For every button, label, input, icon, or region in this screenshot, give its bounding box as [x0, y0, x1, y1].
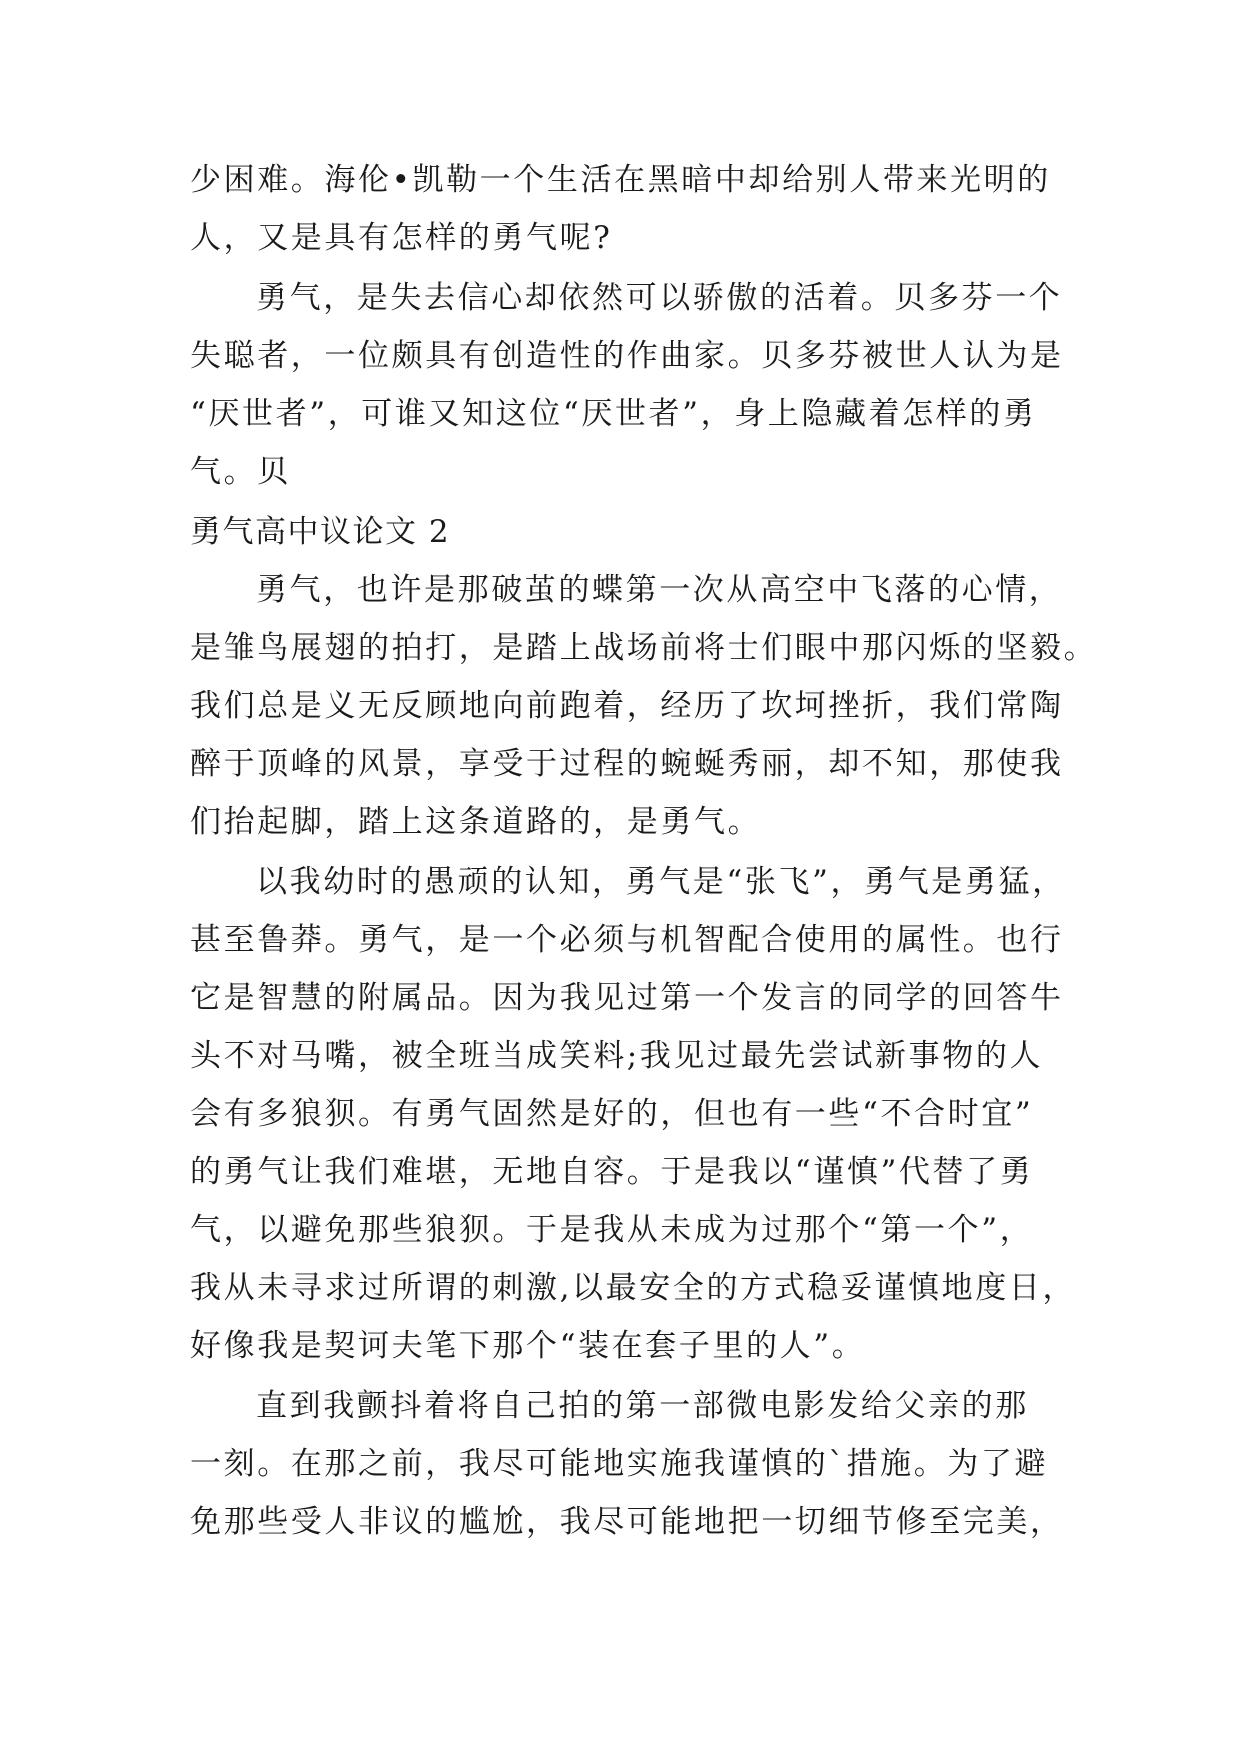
text-line: 会有多狼狈。有勇气固然是好的，但也有一些“不合时宜” [190, 1096, 1034, 1132]
paragraph-first-line: 以我幼时的愚顽的认知，勇气是“张飞”，勇气是勇猛， [256, 864, 1066, 900]
text-line: 失聪者，一位颇具有创造性的作曲家。贝多芬被世人认为是 [190, 338, 1064, 374]
text-line: 们抬起脚，踏上这条道路的，是勇气。 [190, 804, 762, 840]
text-line: 是雏鸟展翅的拍打，是踏上战场前将士们眼中那闪烁的坚毅。 [190, 630, 1098, 666]
text-line: 气。贝 [190, 454, 291, 490]
text-line: 甚至鲁莽。勇气，是一个必须与机智配合使用的属性。也行 [190, 922, 1064, 958]
paragraph-first-line: 勇气，也许是那破茧的蝶第一次从高空中飞落的心情， [256, 572, 1063, 608]
text-line: 我从未寻求过所谓的刺激,以最安全的方式稳妥谨慎地度日， [190, 1270, 1077, 1306]
paragraph-first-line: 直到我颤抖着将自己拍的第一部微电影发给父亲的那 [256, 1388, 1029, 1424]
text-line: 醉于顶峰的风景，享受于过程的蜿蜒秀丽，却不知，那使我 [190, 746, 1064, 782]
text-line: 我们总是义无反顾地向前跑着，经历了坎坷挫折，我们常陶 [190, 688, 1064, 724]
text-line: 的勇气让我们难堪，无地自容。于是我以“谨慎”代替了勇 [190, 1154, 1034, 1190]
text-line: 少困难。海伦•凯勒一个生活在黑暗中却给别人带来光明的 [190, 162, 1051, 198]
text-line: “厌世者”，可谁又知这位“厌世者”，身上隐藏着怎样的勇 [190, 396, 1037, 432]
text-line: 好像我是契诃夫笔下那个“装在套子里的人”。 [190, 1328, 866, 1364]
text-line: 气，以避免那些狼狈。于是我从未成为过那个“第一个”， [190, 1212, 1034, 1248]
section-heading: 勇气高中议论文 2 [190, 514, 451, 550]
text-line: 一刻。在那之前，我尽可能地实施我谨慎的`措施。为了避 [190, 1446, 1049, 1482]
text-line: 它是智慧的附属品。因为我见过第一个发言的同学的回答牛 [190, 980, 1064, 1016]
paragraph-first-line: 勇气，是失去信心却依然可以骄傲的活着。贝多芬一个 [256, 280, 1063, 316]
text-line: 头不对马嘴，被全班当成笑料;我见过最先尝试新事物的人 [190, 1038, 1044, 1074]
text-line: 免那些受人非议的尴尬，我尽可能地把一切细节修至完美， [190, 1504, 1064, 1540]
text-line: 人，又是具有怎样的勇气呢? [190, 220, 613, 256]
